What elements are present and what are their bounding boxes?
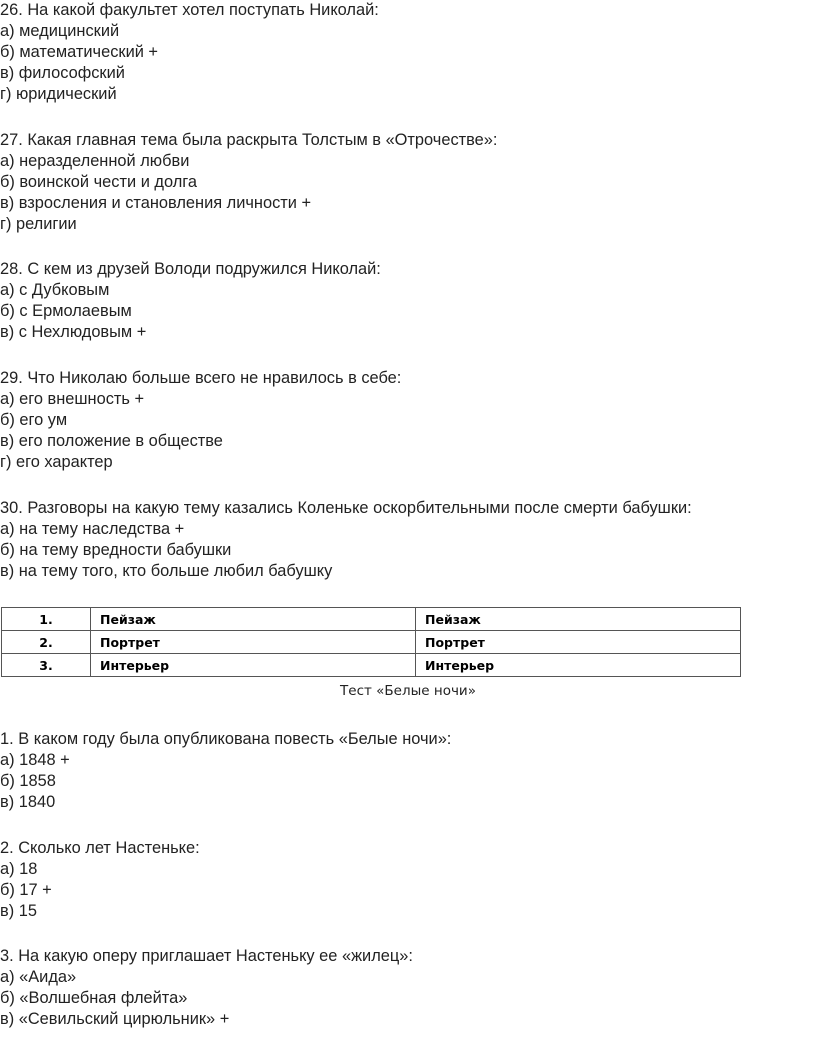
table-cell: 2. xyxy=(2,631,91,654)
answer-option: б) математический + xyxy=(0,43,159,61)
answer-option: б) воинской чести и долга xyxy=(0,173,198,191)
answer-option: б) «Волшебная флейта» xyxy=(0,989,188,1007)
answer-option: в) с Нехлюдовым + xyxy=(0,323,147,341)
question-1: 1. В каком году была опубликована повесть «Белые ночи»: xyxy=(0,730,452,748)
answer-option: в) его положение в обществе xyxy=(0,432,223,450)
answer-option: а) с Дубковым xyxy=(0,281,110,299)
table-cell: Интерьер xyxy=(416,654,741,677)
table-cell: Пейзаж xyxy=(91,608,416,631)
question-26: 26. На какой факультет хотел поступать Николай: xyxy=(0,1,379,19)
question-27: 27. Какая главная тема была раскрыта Толстым в «Отрочестве»: xyxy=(0,131,498,149)
answer-option: в) на тему того, кто больше любил бабушку xyxy=(0,562,333,580)
genre-table xyxy=(1,607,741,677)
answer-option: б) с Ермолаевым xyxy=(0,302,132,320)
question-2: 2. Сколько лет Настеньке: xyxy=(0,839,200,857)
answer-option: а) 1848 + xyxy=(0,751,70,769)
answer-option: б) на тему вредности бабушки xyxy=(0,541,232,559)
table-row xyxy=(2,608,741,631)
table-row xyxy=(2,654,741,677)
answer-option: а) «Аида» xyxy=(0,968,77,986)
answer-option: в) взросления и становления личности + xyxy=(0,194,312,212)
table-cell: Портрет xyxy=(416,631,741,654)
table-row xyxy=(2,631,741,654)
table-cell: 1. xyxy=(2,608,91,631)
answer-option: в) 15 xyxy=(0,902,37,920)
answer-option: а) 18 xyxy=(0,860,38,878)
question-29: 29. Что Николаю больше всего не нравилось в себе: xyxy=(0,369,402,387)
question-28: 28. С кем из друзей Володи подружился Николай: xyxy=(0,260,381,278)
question-3: 3. На какую оперу приглашает Настеньку ее «жилец»: xyxy=(0,947,413,965)
answer-option: в) 1840 xyxy=(0,793,56,811)
answer-option: г) юридический xyxy=(0,85,117,103)
answer-option: б) 1858 xyxy=(0,772,56,790)
answer-option: а) на тему наследства + xyxy=(0,520,185,538)
answer-option: г) его характер xyxy=(0,453,113,471)
answer-option: в) философский xyxy=(0,64,125,82)
answer-option: в) «Севильский цирюльник» + xyxy=(0,1010,230,1028)
answer-option: б) его ум xyxy=(0,411,68,429)
answer-option: а) его внешность + xyxy=(0,390,145,408)
question-30: 30. Разговоры на какую тему казались Коленьке оскорбительными после смерти бабушки: xyxy=(0,499,692,517)
section-subtitle: Тест «Белые ночи» xyxy=(340,683,476,699)
table-cell: Интерьер xyxy=(91,654,416,677)
answer-option: а) медицинский xyxy=(0,22,120,40)
table-cell: 3. xyxy=(2,654,91,677)
answer-option: г) религии xyxy=(0,215,77,233)
answer-option: б) 17 + xyxy=(0,881,52,899)
table-cell: Портрет xyxy=(91,631,416,654)
answer-option: а) неразделенной любви xyxy=(0,152,190,170)
table-cell: Пейзаж xyxy=(416,608,741,631)
